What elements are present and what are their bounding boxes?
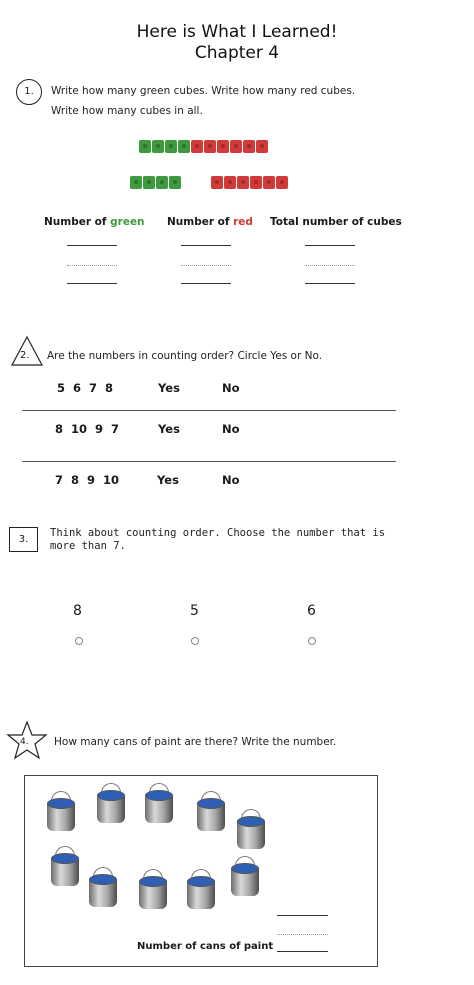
sequence-2-numbers: 8 10 9 7	[55, 422, 120, 436]
divider	[22, 410, 396, 411]
worksheet-title: Here is What I Learned!	[136, 22, 338, 42]
paint-can-icon	[95, 788, 127, 826]
question-3-text-line2: more than 7.	[50, 540, 126, 552]
question-1-text-line2: Write how many cubes in all.	[51, 105, 203, 117]
sequence-3-no[interactable]: No	[222, 473, 240, 487]
red-cube	[211, 176, 223, 189]
question-1-text-line1: Write how many green cubes. Write how many red cubes.	[51, 85, 356, 97]
paint-cans-group	[25, 776, 379, 968]
green-answer-line[interactable]	[67, 245, 117, 246]
red-cube	[263, 176, 275, 189]
label-green-word: green	[110, 216, 145, 228]
option-6-radio[interactable]	[308, 637, 316, 645]
label-total-cubes: Total number of cubes	[270, 216, 402, 228]
red-cube	[191, 140, 203, 153]
paint-can-icon	[195, 796, 227, 834]
red-cube	[243, 140, 255, 153]
paint-cans-box	[24, 775, 378, 967]
cans-answer-base	[277, 951, 328, 952]
option-5-radio[interactable]	[191, 637, 199, 645]
chapter-title: Chapter 4	[194, 43, 280, 63]
total-answer-base	[305, 283, 355, 284]
green-cube	[152, 140, 164, 153]
sequence-1-no[interactable]: No	[222, 381, 240, 395]
label-number-of-green	[44, 216, 145, 228]
green-answer-base	[67, 283, 117, 284]
question-1-number-circle	[16, 79, 42, 105]
question-3-number-box	[9, 527, 38, 552]
label-number-of-red	[167, 216, 253, 228]
label-red-word: red	[233, 216, 253, 228]
red-answer-base	[181, 283, 231, 284]
paint-can-icon	[229, 861, 261, 899]
green-cube	[143, 176, 155, 189]
sequence-2-yes[interactable]: Yes	[158, 422, 180, 436]
question-2-text: Are the numbers in counting order? Circle Yes or No.	[47, 350, 323, 362]
sequence-1-numbers: 5 6 7 8	[57, 381, 114, 395]
red-answer-line[interactable]	[181, 245, 231, 246]
green-cube	[139, 140, 151, 153]
red-cube	[204, 140, 216, 153]
green-cube	[156, 176, 168, 189]
sequence-3-numbers: 7 8 9 10	[55, 473, 120, 487]
paint-can-icon	[185, 874, 217, 912]
cube-train-split	[130, 176, 300, 192]
cans-answer-line[interactable]	[277, 915, 328, 916]
green-cube	[169, 176, 181, 189]
red-answer-guide	[181, 265, 231, 266]
green-cube	[130, 176, 142, 189]
question-4-number: 4.	[20, 737, 29, 747]
paint-can-icon	[87, 872, 119, 910]
sequence-1-yes[interactable]: Yes	[158, 381, 180, 395]
total-answer-guide	[305, 265, 355, 266]
question-3-number: 3.	[18, 534, 29, 545]
red-cube	[250, 176, 262, 189]
red-cube	[230, 140, 242, 153]
red-cube	[276, 176, 288, 189]
green-answer-guide	[67, 265, 117, 266]
green-cube	[165, 140, 177, 153]
option-number: 5	[190, 603, 199, 619]
question-2-number: 2.	[20, 350, 30, 361]
option-8-radio[interactable]	[75, 637, 83, 645]
question-3-text	[50, 527, 385, 553]
label-green-prefix: Number of	[44, 216, 111, 228]
cans-answer-guide	[277, 934, 328, 935]
cans-answer-label: Number of cans of paint	[137, 941, 274, 952]
paint-can-icon	[49, 851, 81, 889]
option-number: 8	[73, 603, 82, 619]
red-cube	[217, 140, 229, 153]
red-cube	[256, 140, 268, 153]
paint-can-icon	[143, 788, 175, 826]
label-red-prefix: Number of	[167, 216, 234, 228]
option-number: 6	[307, 603, 316, 619]
sequence-3-yes[interactable]: Yes	[157, 473, 179, 487]
sequence-2-no[interactable]: No	[222, 422, 240, 436]
red-cube	[237, 176, 249, 189]
question-4-text: How many cans of paint are there? Write the number.	[54, 736, 337, 748]
total-answer-line[interactable]	[305, 245, 355, 246]
paint-can-icon	[137, 874, 169, 912]
paint-can-icon	[45, 796, 77, 834]
divider	[22, 461, 396, 462]
red-cube	[224, 176, 236, 189]
question-3-text-line1: Think about counting order. Choose the number that is	[50, 527, 386, 539]
question-1-number: 1.	[24, 86, 34, 97]
green-cube	[178, 140, 190, 153]
paint-can-icon	[235, 814, 267, 852]
cube-train-joined	[139, 140, 289, 156]
